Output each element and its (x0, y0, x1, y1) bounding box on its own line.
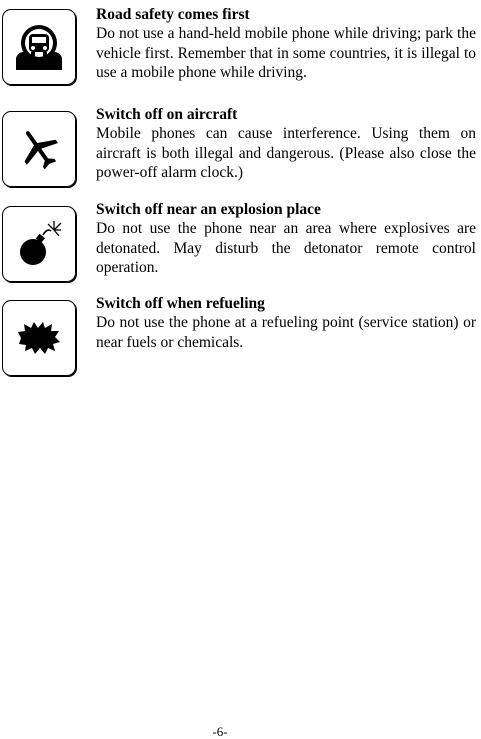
airplane-icon (16, 126, 62, 172)
section-body: Do not use a hand-held mobile phone while driving; park the vehicle first. Remember that in some countries, it is illegal to use a mobile phone while driving. (96, 25, 476, 81)
section-body: Do not use the phone near an area where explosives are detonated. May disturb the detonator remote control operation. (96, 220, 476, 276)
section-heading: Switch off when refueling (96, 295, 265, 312)
section-heading: Switch off near an explosion place (96, 201, 321, 218)
bomb-icon (13, 218, 65, 270)
section-body: Do not use the phone at a refueling point (service station) or near fuels or chemicals. (96, 314, 476, 351)
section-text (96, 295, 476, 352)
section-text (96, 106, 476, 183)
airplane-icon-box (2, 111, 76, 187)
explosion-icon (17, 320, 61, 356)
bomb-icon-box (2, 206, 76, 282)
car-phone-icon (10, 18, 68, 76)
car-phone-icon-box (2, 9, 76, 85)
section-text (96, 6, 476, 83)
page-number: -6- (212, 724, 228, 739)
section-text (96, 201, 476, 278)
section-heading: Road safety comes first (96, 6, 250, 23)
section-body: Mobile phones can cause interference. Using them on aircraft is both illegal and dangerous. (Please also close the power-off alarm clock.) (96, 125, 476, 181)
section-heading: Switch off on aircraft (96, 106, 238, 123)
explosion-icon-box (2, 300, 76, 376)
